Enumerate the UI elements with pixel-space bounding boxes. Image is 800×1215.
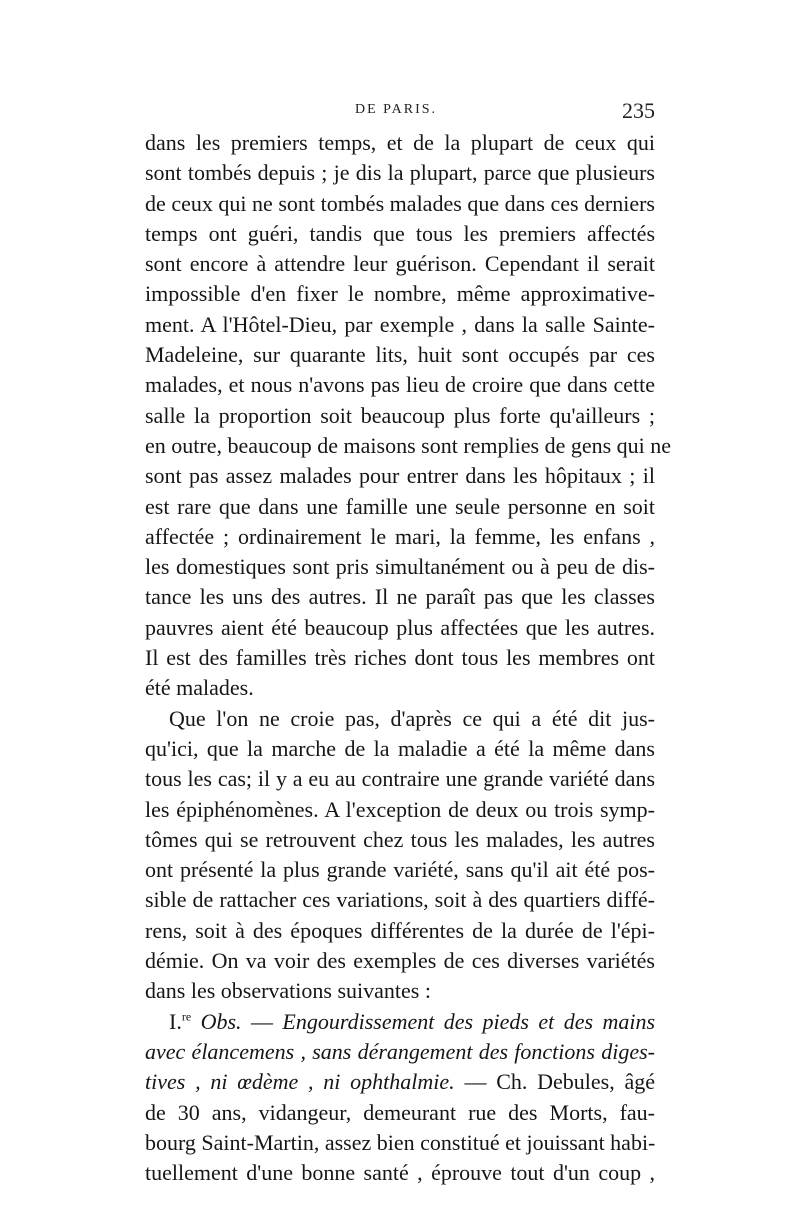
text-line: affectée ; ordinairement le mari, la femme, les enfans , xyxy=(145,523,655,549)
obs-dash: — xyxy=(250,1008,273,1034)
obs-title: Engourdissement des pieds et des mains xyxy=(282,1008,656,1034)
observation-heading xyxy=(145,1007,655,1037)
obs-title-end: tives , ni œdème , ni ophthalmie. xyxy=(145,1069,455,1095)
text-line: dans les premiers temps, et de la plupart de ceux qui xyxy=(145,130,655,155)
text-line: ont présenté la plus grande variété, sans qu'il ait été pos- xyxy=(145,857,655,883)
text-line: ment. A l'Hôtel-Dieu, par exemple , dans la salle Sainte- xyxy=(145,311,655,337)
text-line: sont pas assez malades pour entrer dans les hôpitaux ; il xyxy=(145,463,655,489)
text-line: salle la proportion soit beaucoup plus forte qu'ailleurs ; xyxy=(145,402,655,428)
page-number: 235 xyxy=(622,98,655,123)
obs-patient: — Ch. Debules, âgé xyxy=(464,1069,656,1095)
text-line: de ceux qui ne sont tombés malades que dans ces derniers xyxy=(145,190,655,216)
text-line: qu'ici, que la marche de la maladie a été la même dans xyxy=(145,735,655,761)
obs-superscript: re xyxy=(181,1009,192,1024)
text-line: sont encore à attendre leur guérison. Cependant il serait xyxy=(145,251,655,277)
text-line: tance les uns des autres. Il ne paraît pas que les classes xyxy=(145,584,655,610)
body-text xyxy=(145,128,672,1188)
text-line: en outre, beaucoup de maisons sont remplies de gens qui ne xyxy=(145,432,672,458)
obs-number: I. xyxy=(169,1008,182,1034)
text-line: Il est des familles très riches dont tous les membres ont xyxy=(145,645,655,671)
text-line: Madeleine, sur quarante lits, huit sont occupés par ces xyxy=(145,342,655,368)
text-line: dans les observations suivantes : xyxy=(145,978,431,1004)
text-line: est rare que dans une famille une seule personne en soit xyxy=(145,493,655,519)
text-line: bourg Saint-Martin, assez bien constitué et jouissant habi- xyxy=(145,1129,656,1155)
text-line: sont tombés depuis ; je dis la plupart, parce que plusieurs xyxy=(145,160,655,186)
text-line: démie. On va voir des exemples de ces diverses variétés xyxy=(145,948,655,974)
text-line: tous les cas; il y a eu au contraire une grande variété dans xyxy=(145,766,655,792)
text-line: pauvres aient été beaucoup plus affectées que les autres. xyxy=(145,614,655,640)
obs-label: Obs. xyxy=(200,1008,242,1034)
text-line: tuellement d'une bonne santé , éprouve tout d'un coup , xyxy=(145,1160,655,1186)
text-line: Que l'on ne croie pas, d'après ce qui a été dit jus- xyxy=(169,705,655,731)
running-head xyxy=(145,98,655,128)
text-line: tômes qui se retrouvent chez tous les malades, les autres xyxy=(145,826,655,852)
text-line: été malades. xyxy=(145,675,254,701)
text-line xyxy=(145,1067,655,1097)
text-line: impossible d'en fixer le nombre, même approximative- xyxy=(145,281,655,307)
running-title: DE PARIS. xyxy=(355,102,438,117)
text-line: sible de rattacher ces variations, soit à des quartiers diffé- xyxy=(145,887,655,913)
text-line: rens, soit à des époques différentes de la durée de l'épi- xyxy=(145,917,655,943)
text-line: les épiphénomènes. A l'exception de deux ou trois symp- xyxy=(145,796,655,822)
text-line: malades, et nous n'avons pas lieu de croire que dans cette xyxy=(145,372,655,398)
text-line: avec élancemens , sans dérangement des fonctions diges- xyxy=(145,1038,655,1064)
text-line: temps ont guéri, tandis que tous les premiers affectés xyxy=(145,220,655,246)
text-line: de 30 ans, vidangeur, demeurant rue des Morts, fau- xyxy=(145,1099,655,1125)
text-line: les domestiques sont pris simultanément ou à peu de dis- xyxy=(145,554,655,580)
